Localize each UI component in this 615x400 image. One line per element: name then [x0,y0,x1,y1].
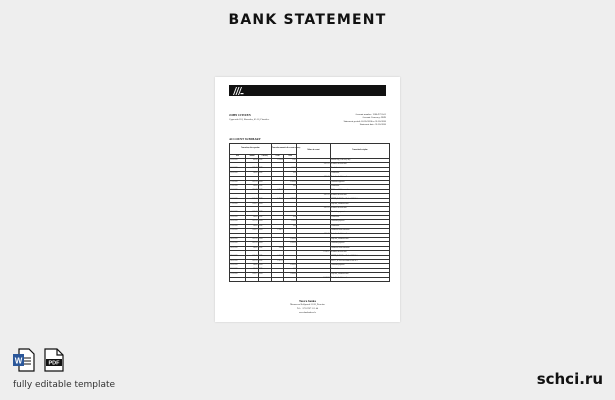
account-currency: Account Currency: RUB [362,116,386,120]
table-cell: Refund to the debit card [330,277,389,281]
table-cell: 245.00 [246,268,259,272]
table-cell: 14.05.2020 [230,198,246,202]
table-cell: RUB [258,264,271,268]
account-holder-name: JOHN CITIZEN [229,113,251,117]
table-cell: 6 021.13 [297,233,331,237]
table-cell: 29.05.2020 [230,264,246,268]
table-cell: EUR [258,172,271,176]
table-cell: RUB [258,189,271,193]
table-cell: Refund to the debit card [330,207,389,211]
table-cell: 12.05.2020 [230,189,246,193]
table-cell [258,277,271,281]
table-cell: 245.00 [246,224,259,228]
table-cell: Translation payment [330,242,389,246]
table-cell: 1 934.77 [246,189,259,193]
table-cell: Shop sale, withdrawal card [330,202,389,206]
account-info-block [344,113,386,126]
table-cell: 30.05.2020 [230,268,246,272]
table-cell: RUB [258,273,271,277]
table-cell: Withdrawal debit transaction [330,246,389,250]
table-cell: 3 121.41 [271,198,284,202]
word-file-icon [13,348,35,372]
table-cell: Withdrawal debit transaction [330,229,389,233]
header-currency: Currency [258,155,271,159]
table-cell: Translation from an [330,167,389,171]
table-cell: 20.05.2020 [230,220,246,224]
transactions-table [229,143,390,282]
table-cell: 11 142.37 [297,277,331,281]
table-cell: 11.05.2020 [230,185,246,189]
table-cell: RUB [258,198,271,202]
table-row [230,277,390,281]
table-cell: Refund to the debit card [330,163,389,167]
table-cell: 5 000.00 [284,264,297,268]
table-cell: 1 021.13 [246,259,259,263]
table-cell: 26.05.2020 [230,246,246,250]
table-cell: Refund to the debit card [330,233,389,237]
header-debit: Debit [284,155,297,159]
table-cell: Commission [330,224,389,228]
table-cell: 1 934.77 [246,229,259,233]
table-cell [246,277,259,281]
table-cell: 1 934.77 [246,202,259,206]
table-cell: Refund to the debit card [330,176,389,180]
table-cell: Translation payment [330,264,389,268]
table-cell: 245.00 [246,246,259,250]
table-cell: 6 021.13 [297,163,331,167]
table-cell: 6 021.13 [297,207,331,211]
table-cell [271,277,284,281]
table-cell: 0.00 [284,216,297,220]
table-cell: 35.42 [284,159,297,163]
table-cell: RUB [258,202,271,206]
page-title: BANK STATEMENT [228,12,387,28]
table-cell: RUB [258,242,271,246]
table-cell: EUR [258,268,271,272]
table-cell: 0.00 [284,268,297,272]
table-cell: 130.00 [284,167,297,171]
document-header-bar [229,85,386,96]
table-cell: EUR [258,159,271,163]
header-date: Date [230,155,246,159]
statement-document-preview [215,77,400,322]
table-cell: EUR [258,185,271,189]
word-icon-letter: W [14,356,23,366]
table-cell: Commission [330,185,389,189]
table-cell: 0.00 [284,185,297,189]
table-cell: Shop sale, withdrawal card [330,273,389,277]
table-cell: 21.05.2020 [230,224,246,228]
table-cell: Translation payment [330,220,389,224]
table-cell: 0.00 [284,172,297,176]
table-cell: Transaction payment [330,180,389,184]
table-cell: 1 021.13 [246,211,259,215]
footer-bank-name: Tessra banka [299,299,316,303]
table-cell: Commission [330,216,389,220]
table-cell: 1 021.13 [246,167,259,171]
table-cell: 4 992.77 [284,198,297,202]
table-cell: EUR [258,255,271,259]
table-cell: 25.05.2020 [230,242,246,246]
table-cell: EUR [258,216,271,220]
table-cell: 1 000.00 [284,238,297,242]
table-cell: 18.05.2020 [230,211,246,215]
table-cell: 11 142.37 [297,251,331,255]
header-balance: Balance in account [297,144,331,159]
table-cell [284,277,297,281]
table-cell: 1 934.77 [246,273,259,277]
table-cell: Translation payment [330,211,389,215]
table-cell: 27.05.2020 [230,255,246,259]
statement-period: Statement period: 01/05/2020 to 31/05/2020 [343,119,386,123]
table-cell: SWIFT, 14 3300 Prior Bank of Wall St.A [330,259,389,263]
table-cell: SWIFT, 14 3300 Prior Bank of Wall St.A [330,255,389,259]
table-cell: 1 021.13 [271,255,284,259]
statement-date: Statement date: 31/05/2020 [359,122,386,126]
table-cell: 130.00 [284,220,297,224]
header-transaction-group: Transaction, other operation [230,144,272,155]
table-cell: 1 021.13 [246,220,259,224]
table-cell: 1 934.77 [271,189,284,193]
brand-watermark: schci.ru [536,370,603,388]
table-cell: RUB [258,220,271,224]
table-cell: 1 934.77 [271,229,284,233]
table-cell: 245.00 [246,216,259,220]
table-cell: 1 021.13 [246,242,259,246]
table-cell: RUB [258,180,271,184]
header-description: Transaction description [330,144,389,159]
table-cell: 6 021.13 [297,176,331,180]
table-cell: Commission [330,268,389,272]
table-cell: 0.00 [284,224,297,228]
table-cell: 04.05.2020 [230,167,246,171]
table-cell: 3 121.41 [246,198,259,202]
table-cell: 01.05.2020 [230,159,246,163]
table-cell: SWIFT, 14 3300 Prior Bank of Wall St.A [330,198,389,202]
footer-bank-website: www.bankadress.lv [298,312,317,314]
table-cell: 245.00 [246,185,259,189]
table-cell: RUB [258,229,271,233]
table-cell: 1 021.13 [246,180,259,184]
table-cell: 3 000.00 [284,242,297,246]
table-cell: 1 021.13 [246,255,259,259]
table-cell: EUR [258,246,271,250]
bank-logo-icon [232,86,244,95]
table-cell: 24.05.2020 [230,238,246,242]
table-cell: 1 021.13 [246,238,259,242]
table-cell: 19.05.2020 [230,216,246,220]
table-cell: 245.00 [246,264,259,268]
account-number: Account number: 1360-9712-01 [355,113,386,116]
table-cell: RUB [258,167,271,171]
template-caption: fully editable template [13,380,116,390]
file-format-icons [13,348,69,372]
footer-bank-address: Maurosevo Kollymerk 31-90, Pienefou [290,304,325,306]
table-cell: 134.80 [271,246,284,250]
table-cell: 443.45 [246,159,259,163]
pdf-icon-label: PDF [48,360,60,367]
table-cell: EUR [258,259,271,263]
table-cell: Refund to the debit card [330,194,389,198]
table-cell: 28.05.2020 [230,259,246,263]
table-cell: 31.05.2020 [230,273,246,277]
table-cell: Commission [330,172,389,176]
header-credit: Credit [271,155,284,159]
table-cell: EUR [258,224,271,228]
table-cell: 1 678.89 [271,159,284,163]
footer-bank-phone: Tel.: +371 6787 11 1 44 [297,308,318,310]
pdf-file-icon [43,348,65,372]
table-cell: 17.05.2020 [230,202,246,206]
table-cell: 6 021.13 [297,194,331,198]
table-cell: Refund to the debit card [330,251,389,255]
table-cell: 1 000.00 [284,273,297,277]
table-cell: 245.00 [246,172,259,176]
table-cell: RUB [258,238,271,242]
table-cell: 21.05.2020 [230,229,246,233]
transactions-table-body [230,159,390,282]
table-cell: Internet shop, debit card, Italy [330,159,389,163]
table-cell: Shop sale, withdrawal card [330,238,389,242]
table-cell [230,277,246,281]
table-cell: 11.05.2020 [230,180,246,184]
table-cell: 1 021.13 [271,259,284,263]
table-cell: 05.05.2020 [230,172,246,176]
account-summary-title: ACCOUNT SUMMARY [229,137,261,141]
header-amount-group: Transaction amount in the account currency [271,144,297,155]
table-cell: 3 000.00 [284,180,297,184]
account-holder-address: Cypresslo 118, Shuvalov, 05 16, Fizoalo s [229,118,270,121]
table-cell: 1 000.00 [284,211,297,215]
table-cell: Withdrawal debit transaction [330,189,389,193]
header-amount: Amount [246,155,259,159]
table-cell: RUB [258,211,271,215]
